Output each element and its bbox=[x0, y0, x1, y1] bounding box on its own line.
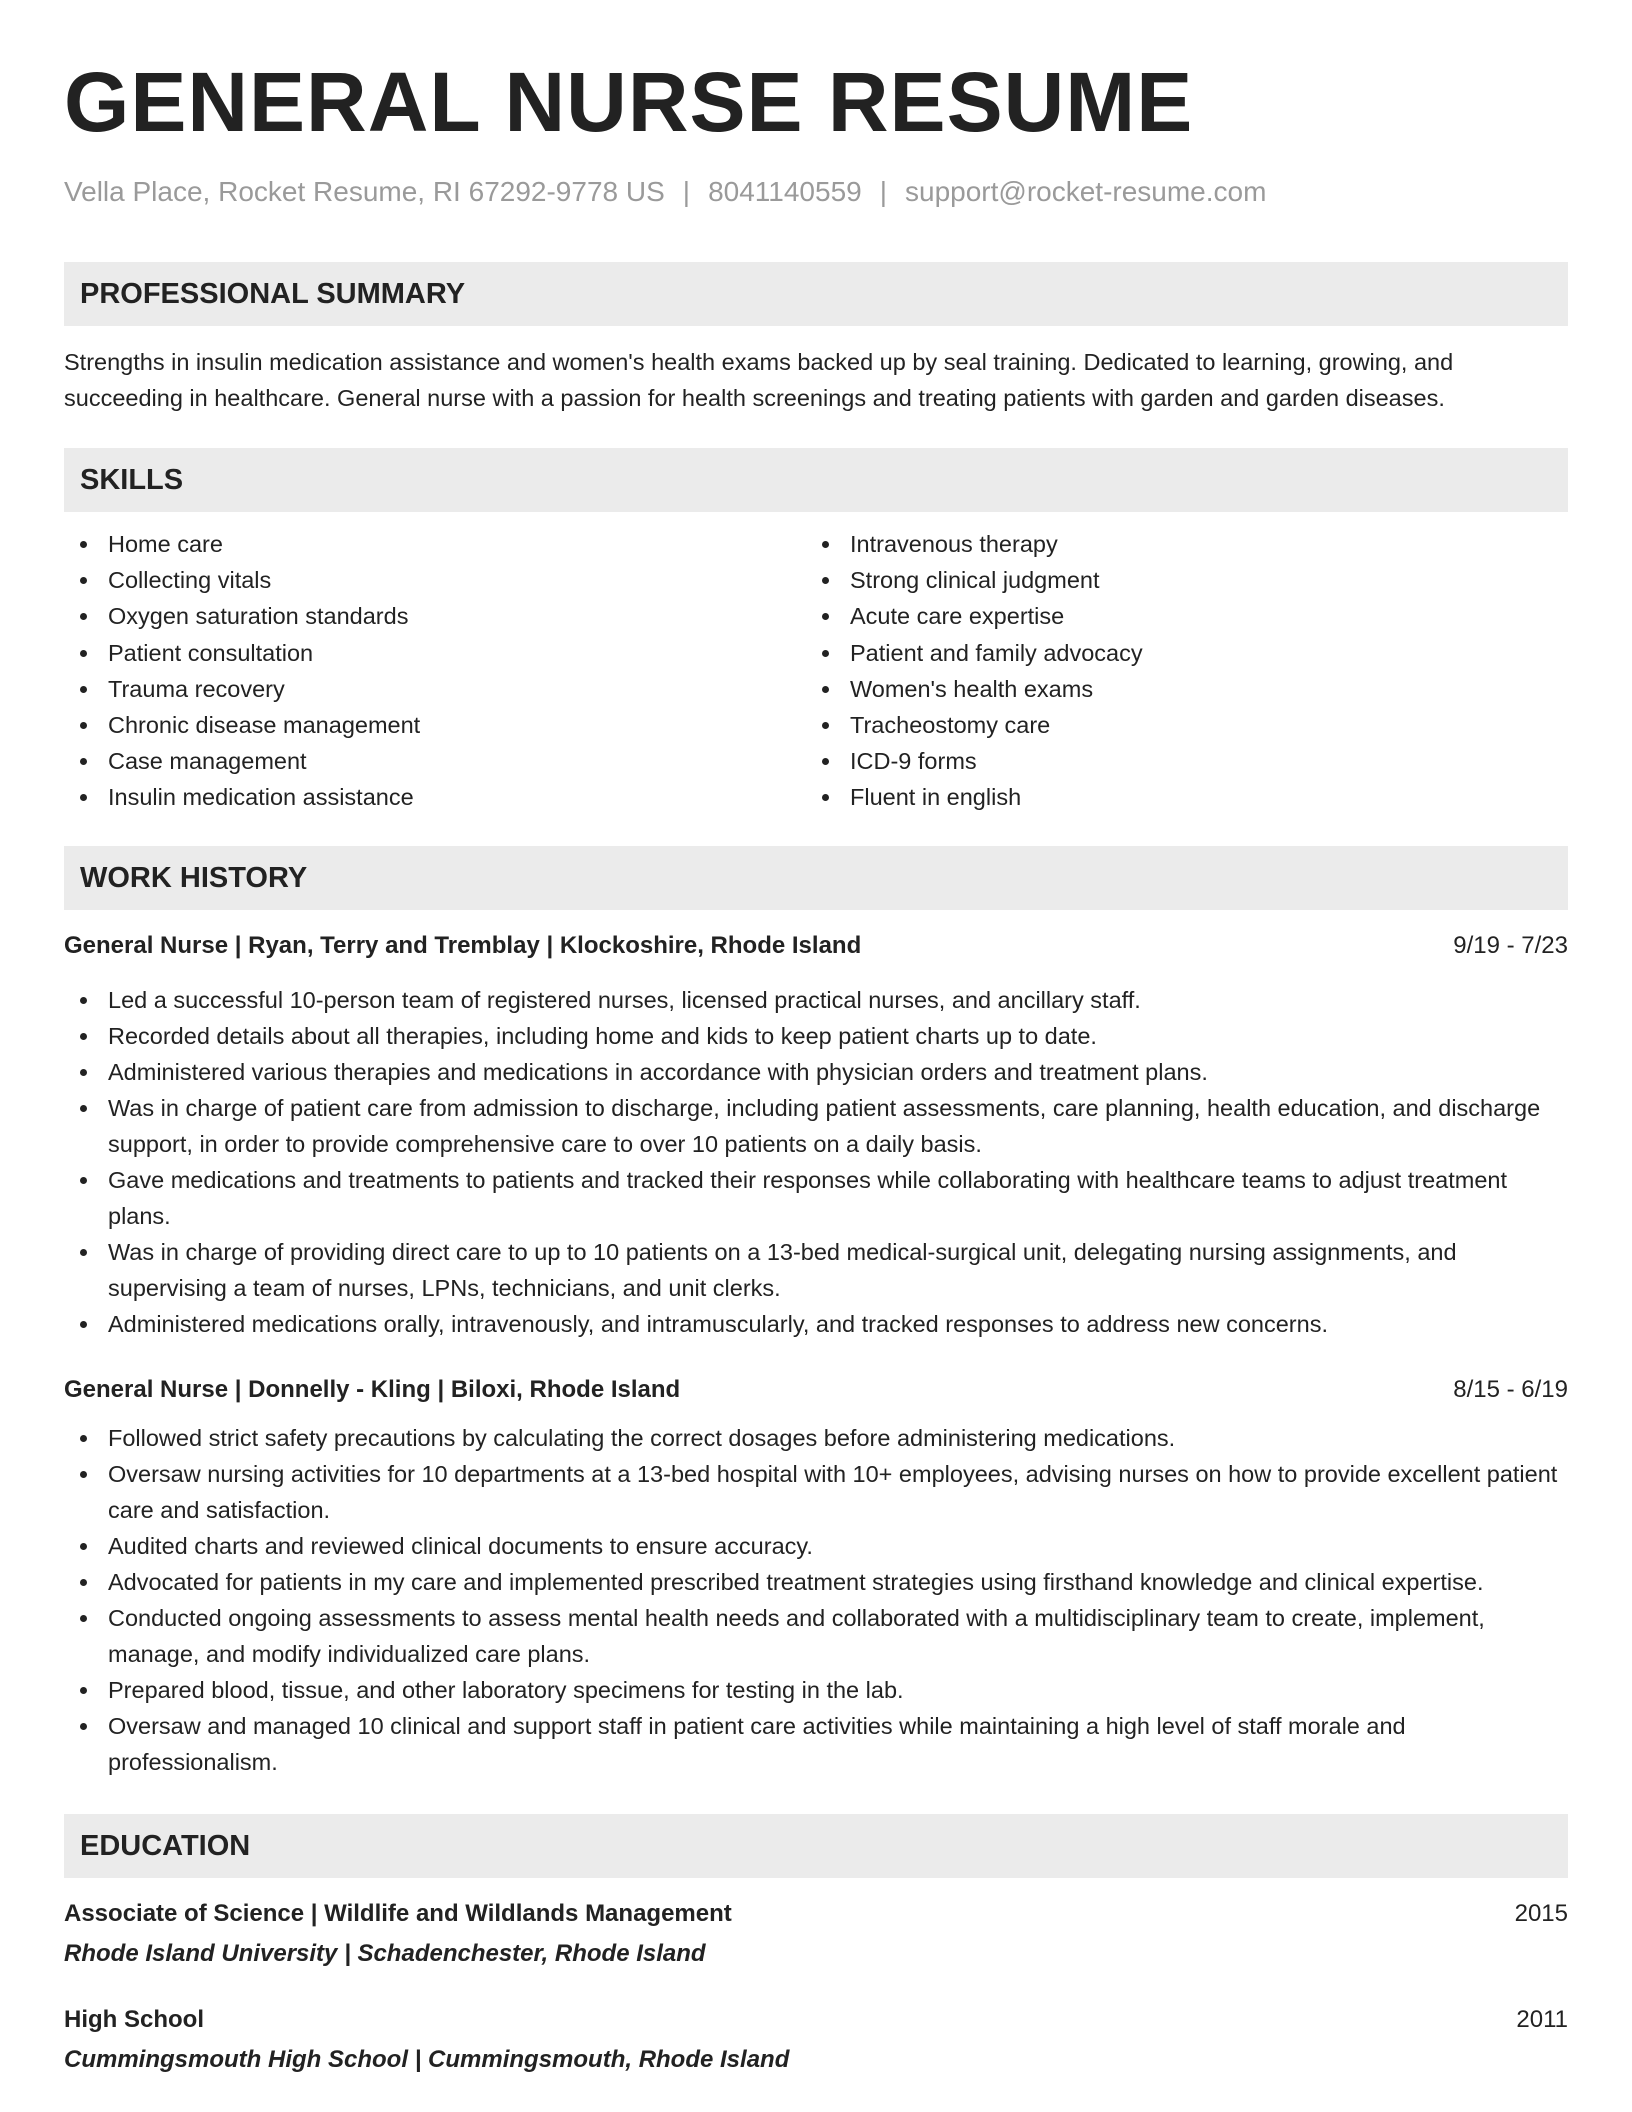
skill-item: Acute care expertise bbox=[806, 598, 1548, 634]
job-bullet: Administered medications orally, intravenously, and intramuscularly, and tracked responses to address new concerns. bbox=[64, 1306, 1568, 1342]
skill-item: Case management bbox=[64, 743, 806, 779]
job-bullet: Administered various therapies and medications in accordance with physician orders and treatment plans. bbox=[64, 1054, 1568, 1090]
education-school: Cummingsmouth High School | Cummingsmouth, Rhode Island bbox=[64, 2045, 790, 2073]
job-header bbox=[64, 1372, 1568, 1408]
education-entry bbox=[64, 2002, 1568, 2078]
education-heading: EDUCATION bbox=[64, 1814, 1568, 1878]
resume-title: GENERAL NURSE RESUME bbox=[64, 55, 1194, 149]
contact-address: Vella Place, Rocket Resume, RI 67292-9778 US bbox=[64, 176, 665, 207]
education-header bbox=[64, 2002, 1568, 2038]
job-title: General Nurse | Donnelly - Kling | Biloxi, Rhode Island bbox=[64, 1375, 681, 1403]
contact-email: support@rocket-resume.com bbox=[905, 176, 1267, 207]
education-entry bbox=[64, 1896, 1568, 1972]
job-bullet: Led a successful 10-person team of registered nurses, licensed practical nurses, and ancillary staff. bbox=[64, 982, 1568, 1018]
education-degree: High School bbox=[64, 2005, 204, 2033]
skill-item: Strong clinical judgment bbox=[806, 562, 1548, 598]
job-title: General Nurse | Ryan, Terry and Tremblay | Klockoshire, Rhode Island bbox=[64, 931, 862, 959]
job-bullet: Oversaw nursing activities for 10 departments at a 13-bed hospital with 10+ employees, advising nurses on how to provide excellent patient care and satisfaction. bbox=[64, 1456, 1568, 1528]
job-bullets bbox=[64, 982, 1568, 1342]
summary-text: Strengths in insulin medication assistance and women's health exams backed up by seal training. Dedicated to learning, growing, and succeeding in healthcare. General nurse with a passion for health screenings and treating patients with garden and garden diseases. bbox=[64, 349, 1454, 411]
contact-line bbox=[64, 174, 1568, 210]
education-degree: Associate of Science | Wildlife and Wildlands Management bbox=[64, 1899, 732, 1927]
job-bullet: Advocated for patients in my care and implemented prescribed treatment strategies using firsthand knowledge and clinical expertise. bbox=[64, 1564, 1568, 1600]
skill-item: Collecting vitals bbox=[64, 562, 806, 598]
skill-item: Chronic disease management bbox=[64, 707, 806, 743]
skill-item: Intravenous therapy bbox=[806, 526, 1548, 562]
job-bullet: Prepared blood, tissue, and other laboratory specimens for testing in the lab. bbox=[64, 1672, 1568, 1708]
job-dates: 9/19 - 7/23 bbox=[1453, 931, 1568, 959]
skills-list bbox=[64, 526, 1568, 816]
skills-heading: SKILLS bbox=[64, 448, 1568, 512]
job-bullet: Oversaw and managed 10 clinical and support staff in patient care activities while maintaining a high level of staff morale and professionalism. bbox=[64, 1708, 1568, 1780]
skill-item: Women's health exams bbox=[806, 671, 1548, 707]
skill-item: Insulin medication assistance bbox=[64, 779, 806, 815]
summary-heading: PROFESSIONAL SUMMARY bbox=[64, 262, 1568, 326]
skills-column-right bbox=[806, 526, 1548, 816]
skill-item: Trauma recovery bbox=[64, 671, 806, 707]
skill-item: Tracheostomy care bbox=[806, 707, 1548, 743]
job-bullet: Audited charts and reviewed clinical documents to ensure accuracy. bbox=[64, 1528, 1568, 1564]
work-history-heading: WORK HISTORY bbox=[64, 846, 1568, 910]
education-school: Rhode Island University | Schadenchester, Rhode Island bbox=[64, 1939, 706, 1967]
skill-item: Patient and family advocacy bbox=[806, 635, 1548, 671]
job-header bbox=[64, 928, 1568, 964]
job-bullet: Conducted ongoing assessments to assess mental health needs and collaborated with a multidisciplinary team to create, implement, manage, and modify individualized care plans. bbox=[64, 1600, 1568, 1672]
job-bullet: Was in charge of patient care from admission to discharge, including patient assessments, care planning, health education, and discharge support, in order to provide comprehensive care to over 10 patients on a daily basis. bbox=[64, 1090, 1568, 1162]
job-entry bbox=[64, 1372, 1568, 1780]
contact-separator: | bbox=[879, 176, 887, 207]
job-bullet: Followed strict safety precautions by calculating the correct dosages before administering medications. bbox=[64, 1420, 1568, 1456]
job-dates: 8/15 - 6/19 bbox=[1453, 1375, 1568, 1403]
job-entry bbox=[64, 928, 1568, 1342]
job-bullet: Was in charge of providing direct care to up to 10 patients on a 13-bed medical-surgical unit, delegating nursing assignments, and supervising a team of nurses, LPNs, technicians, and unit clerks. bbox=[64, 1234, 1568, 1306]
education-year: 2011 bbox=[1516, 2005, 1568, 2033]
contact-separator: | bbox=[682, 176, 691, 207]
education-header bbox=[64, 1896, 1568, 1932]
job-bullet: Gave medications and treatments to patients and tracked their responses while collaborating with healthcare teams to adjust treatment plans. bbox=[64, 1162, 1568, 1234]
job-bullets bbox=[64, 1420, 1568, 1780]
skill-item: Home care bbox=[64, 526, 806, 562]
skill-item: Patient consultation bbox=[64, 635, 806, 671]
education-year: 2015 bbox=[1514, 1899, 1568, 1927]
skill-item: Oxygen saturation standards bbox=[64, 598, 806, 634]
skill-item: ICD-9 forms bbox=[806, 743, 1548, 779]
job-bullet: Recorded details about all therapies, including home and kids to keep patient charts up to date. bbox=[64, 1018, 1568, 1054]
contact-phone: 8041140559 bbox=[708, 176, 862, 207]
skill-item: Fluent in english bbox=[806, 779, 1548, 815]
skills-column-left bbox=[64, 526, 806, 816]
